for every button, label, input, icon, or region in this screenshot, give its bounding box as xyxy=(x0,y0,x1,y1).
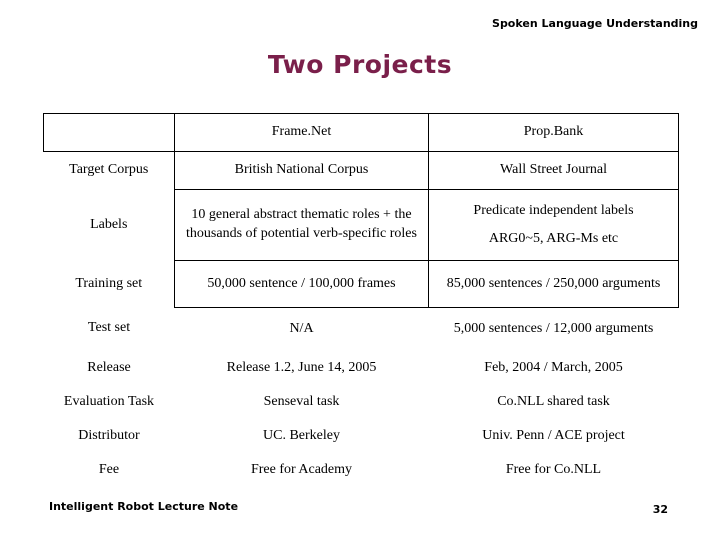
table-row xyxy=(44,152,679,190)
framenet-cell: 10 general abstract thematic roles + the thousands of potential verb-specific roles xyxy=(175,190,429,261)
row-label: Release xyxy=(87,359,131,375)
propbank-cell xyxy=(429,190,679,261)
table-row xyxy=(44,190,679,261)
row-label: Target Corpus xyxy=(69,162,149,178)
propbank-cell: Wall Street Journal xyxy=(429,152,679,190)
framenet-cell: Senseval task xyxy=(263,393,340,409)
framenet-cell: 50,000 sentence / 100,000 frames xyxy=(175,261,429,308)
page-number: 32 xyxy=(652,503,668,516)
propbank-cell: Co.NLL shared task xyxy=(497,393,610,409)
slide-header: Spoken Language Understanding xyxy=(492,17,698,30)
propbank-cell: 85,000 sentences / 250,000 arguments xyxy=(429,261,679,308)
table-header-row xyxy=(44,114,679,152)
propbank-cell-line: ARG0~5, ARG-Ms etc xyxy=(488,231,619,246)
framenet-cell: Release 1.2, June 14, 2005 xyxy=(226,359,377,375)
propbank-cell: 5,000 sentences / 12,000 arguments xyxy=(453,320,654,336)
comparison-table xyxy=(43,113,679,486)
framenet-cell: UC. Berkeley xyxy=(263,427,340,443)
row-label: Fee xyxy=(98,461,120,477)
propbank-cell: Univ. Penn / ACE project xyxy=(482,427,625,443)
row-label: Training set xyxy=(75,275,143,291)
table-row xyxy=(44,350,679,386)
framenet-cell: N/A xyxy=(289,320,314,336)
header-cell-propbank: Prop.Bank xyxy=(429,114,679,152)
row-label: Distributor xyxy=(78,427,140,443)
row-label: Labels xyxy=(90,216,128,232)
header-cell-framenet: Frame.Net xyxy=(175,114,429,152)
framenet-cell: British National Corpus xyxy=(175,152,429,190)
propbank-cell: Free for Co.NLL xyxy=(505,461,602,477)
framenet-cell: Free for Academy xyxy=(250,461,353,477)
table-row xyxy=(44,454,679,486)
propbank-cell: Feb, 2004 / March, 2005 xyxy=(484,359,623,375)
header-cell-empty xyxy=(44,114,175,152)
propbank-cell-line: Predicate independent labels xyxy=(473,203,634,218)
slide-title: Two Projects xyxy=(267,50,453,79)
footer-lecture-note: Intelligent Robot Lecture Note xyxy=(49,500,239,513)
row-label: Evaluation Task xyxy=(63,393,155,409)
table-row xyxy=(44,261,679,308)
table-row xyxy=(44,308,679,351)
table-row xyxy=(44,386,679,418)
row-label: Test set xyxy=(87,320,131,336)
table-row xyxy=(44,418,679,454)
